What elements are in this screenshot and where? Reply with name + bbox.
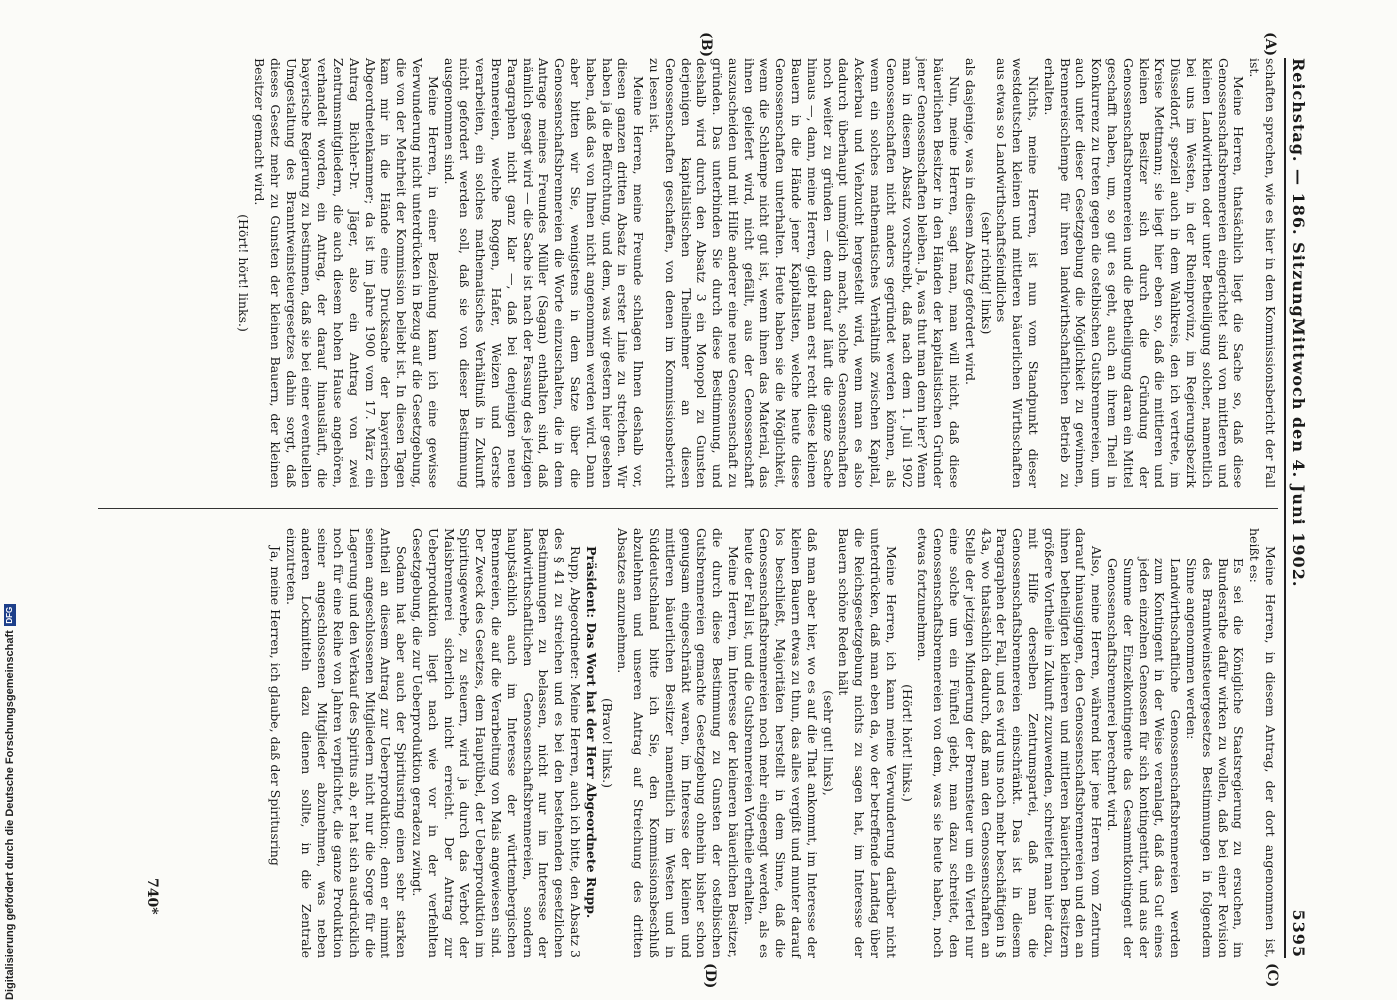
column-divider [98, 508, 1278, 509]
quoted-text: Es sei die Königliche Staatsregierung zu ersuchen, im Bundesrathe dafür wirken zu wollen, daß bei einer Revision des Branntweinsteuergesetzes Bestimmungen in folgendem Sinne angenommen werden: [1184, 558, 1247, 958]
paragraph: Ja, meine Herren, ich glaube, daß der Spiritusring [267, 546, 283, 866]
margin-marker-a: (A) [1262, 32, 1278, 57]
page-header [1284, 58, 1310, 958]
rotated-sheet [80, 32, 1310, 989]
funding-text: Digitalisierung gefördert durch die Deutsche Forschungsgemeinschaft [4, 630, 16, 1000]
margin-marker-b: (B) [698, 32, 714, 58]
signature-mark: 740* [144, 878, 160, 915]
interjection: (Hört! hört! links.) [899, 684, 915, 802]
paragraph: Meine Herren, thatsächlich liegt die Sache so, daß diese Genossenschaftsbrennereien eingerichtet sind von mittleren und kleinen Landwirthen oder unter Betheiligung solcher, namentlich bei uns im Westen, in der Rheinprovinz, im Regierungsbezirk Düsseldorf, speziell auch in dem Wahlkreis, den ich vertrete, im Kreise Mettmann; sie liegt hier eben so, daß die mittleren und kleinen Besitzer sich durch die Gründung der Genossenschaftsbrennereien und die Betheiligung daran ein Mittel geschafft haben, um, so gut es geht, auch an ihrem Theil in Konkurrenz zu treten gegen die ostelbischen Gutsbrennereien, um auch unter dieser Gesetzgebung die Möglichkeit zu gewinnen, Brennereischlempe für ihren landwirthschaftlichen Betrieb zu erhalten. [1041, 58, 1247, 488]
interjection: (sehr gut! links), [820, 690, 836, 796]
right-column [267, 528, 1278, 958]
paragraph: daß man aber hier, wo es auf die That ankommt, im Interesse der kleinen Bauern etwas zu thun, das alles vergißt und munter darauf los beschließt, Majoritäten herstellt in dem Sinne, daß die Genossenschaftsbrennereien noch mehr eingeengt werden, als es heute der Fall ist, und die Gutsbrennereien Vortheile erhalten. [741, 528, 820, 958]
page-number: 5395 [1289, 909, 1308, 958]
paragraph: Meine Herren, ich kann meine Verwunderung darüber nicht unterdrücken, daß man eben da, wo der betreffende Landtag über die Reichsgesetzgebung nichts zu sagen hat, im Interesse der Bauern schöne Reden hält [836, 528, 899, 958]
paragraph: Sodann hat aber auch der Spiritusring einen sehr starken Antheil an diesem Antrag zur Ueberproduktion; denn er nimmt seinen angeschlossenen Mitgliedern nicht nur die Sorge für die Lagerung und den Verkauf des Spiritus ab, er hat sich ausdrücklich noch für eine Reihe von Jahren verpflichtet, die ganze Produktion seiner angeschlossenen Mitglieder abzunehmen, was neben anderen Lockmitteln dazu dienen sollte, in die Zentrale einzutreten. [283, 528, 410, 958]
interjection: (Bravo! links.) [599, 698, 615, 788]
paragraph: Meine Herren, in einer Beziehung kann ich eine gewisse Verwunderung nicht unterdrücken in Bezug auf die Gesetzgebung, die von der Mehrheit der Kommission beliebt ist. In diesen Tagen kam mir in die Hände eine Drucksache der bayerischen Abgeordnetenkammer; da ist im Jahre 1900 vom 17. März ein Antrag Bichler-Dr. Jäger, also ein Antrag von zwei Zentrumsmitgliedern, die auch diesem hohen Hause angehören, verhandelt worden, ein Antrag, der darauf hinausläuft, die bayerische Regierung zu bestimmen, daß sie bei einer eventuellen Umgestaltung des Branntweinsteuergesetzes dahin sorgt, daß dieses Gesetz mehr zu Gunsten der kleinen Bauern, der kleinen Besitzer gemacht wird. [252, 58, 441, 488]
margin-marker-c: (C) [1264, 963, 1280, 988]
paragraph: Also, meine Herren, während hier jene Herren vom Zentrum darauf hinausgingen, den Genossenschaftsbrennereien und den an ihnen betheiligten kleineren und mittleren bäuerlichen Besitzern größere Vortheile in Zukunft zuzuwenden, schreitet man hier dazu, mit Hilfe derselben Zentrumspartei, daß man die Genossenschaftsbrennereien einschränkt. Das ist in diesem Paragraphen der Fall, und es wird uns noch mehr beschäftigen in § 43a, wo thatsächlich dadurch, daß man den Genossenschaften an Stelle der jetzigen Minderung der Brennsteuer um ein Viertel nur eine solche um ein Fünftel giebt, man dazu schreitet, den Genossenschaftsbrennereien von dem, was sie heute haben, noch etwas fortzunehmen. [915, 528, 1105, 958]
dfg-logo-icon: DFG [4, 604, 16, 626]
paragraph: schaften sprechen, wie es hier in dem Kommissionsbericht der Fall ist. [1247, 58, 1278, 488]
left-column [235, 58, 1278, 488]
paragraph: Nichts, meine Herren, ist nun vom Standpunkt dieser westdeutschen kleinen und mittleren bäuerlichen Wirthschaften aus etwas so Landwirthschaftsfeindliches [994, 58, 1042, 488]
interjection: (sehr richtig! links) [978, 211, 994, 335]
paragraph: Meine Herren, in diesem Antrag, der dort angenommen ist, heißt es: [1247, 528, 1278, 958]
header-date: Mittwoch den 4. Juni 1902. [1289, 318, 1308, 588]
header-session: Reichstag. — 186. Sitzung. [1289, 58, 1308, 325]
paragraph: als dasjenige, was in diesem Absatz gefordert wird. [962, 58, 978, 385]
paragraph: Nun, meine Herren, sagt man, man will nicht, daß diese bäuerlichen Besitzer in den Händen der kapitalistischen Gründer jener Genossenschaften bleiben. Ja, was thut man denn hier? Wenn man in diesem Absatz vorschreibt, daß nach dem 1. Juli 1902 Genossenschaften nicht anders gegründet werden können, als wenn ein solches mathematisches Verhältniß zwischen Kapital, Ackerbau und Viehzucht hergestellt wird, wenn man es also dadurch überhaupt unmöglich macht, solche Genossenschaften noch weiter zu gründen — denn darauf läuft die ganze Sache hinaus —, dann, meine Herren, giebt man erst recht diese kleinen Bauern in die Hände jener Kapitalisten, welche heute diese Genossenschaften unterhalten. Heute haben sie die Möglichkeit, wenn die Schlempe nicht gut ist, wenn ihnen das Material, das ihnen geliefert wird, nicht gefällt, aus der Genossenschaft auszuscheiden und mit Hilfe anderer eine neue Genossenschaft zu gründen. Das unterbinden Sie durch diese Bestimmung, und deshalb wird durch den Absatz 3 ein Monopol zu Gunsten derjenigen kapitalistischen Theilnehmer an diesen Genossenschaften geschaffen, von denen im Kommissionsbericht zu lesen ist. [646, 58, 963, 488]
paragraph: Meine Herren, meine Freunde schlagen Ihnen deshalb vor, diesen ganzen dritten Absatz in erster Linie zu streichen. Wir haben ja die Befürchtung, und dem, was wir gestern hier gesehen haben, daß das von Ihnen nicht angenommen werden wird. Dann aber bitten wir Sie, wenigstens in dem Satze über die Genossenschaftsbrennereien die Worte einzuschalten, die in dem Antrage meines Freundes Müller (Sagan) enthalten sind, daß nämlich gesagt wird — die Sache ist nach der Fassung des jetzigen Paragraphen nicht ganz klar —, daß bei denjenigen neuen Brennereien, welche Roggen, Hafer, Weizen und Gerste verarbeiten, ein solches mathematisches Verhältniß in Zukunft nicht gefordert werden soll, daß sie von dieser Bestimmung ausgenommen sind. [441, 58, 647, 488]
funding-sidebar [4, 604, 16, 1000]
margin-marker-d: (D) [702, 963, 718, 989]
paragraph: Rupp, Abgeordneter: Meine Herren, auch ich bitte, den Absatz 3 des § 41 zu streichen und es bei den bestehenden gesetzlichen Bestimmungen zu belassen, nicht nur im Interesse der landwirthschaftlichen Genossenschaftsbrennereien, sondern hauptsächlich auch im Interesse der württembergischen Brennereien, die auf die Verarbeitung von Mais angewiesen sind. Der Zweck des Gesetzes, dem Hauptübel, der Ueberproduktion im Spiritusgewerbe, zu steuern, wird ja durch das Verbot der Maisbrennerei sicherlich nicht erreicht. Der Antrag zur Ueberproduktion liegt nach wie vor in der verfehlten Gesetzgebung, die zur Ueberproduktion geradezu zwingt. [409, 528, 583, 958]
quoted-text: Landwirthschaftliche Genossenschaftsbrennereien werden zum Kontingent in der Weise veranlagt, daß das Gut eines jeden einzelnen Genossen für sich kontingentirt, und aus der Summe der Einzelkontingente das Gesammtkontingent der Genossenschaftsbrennerei berechnet wird. [1105, 558, 1184, 958]
speaker-line: Präsident: Das Wort hat der Herr Abgeordnete Rupp. [583, 546, 599, 919]
paragraph: Meine Herren, im Interesse der kleineren bäuerlichen Besitzer, die durch diese Bestimmung zu Gunsten der ostelbischen Gutsbrennereien gemachte Gesetzgebung ohnehin bisher schon genugsam eingeschränkt waren, im Interesse der kleinen und mittleren bäuerlichen Besitzer namentlich im Westen und in Süddeutschland bitte ich Sie, den Kommissionsbeschluß abzulehnen und unseren Antrag auf Streichung des dritten Absatzes anzunehmen. [615, 528, 741, 958]
interjection: (Hört! hört! links.) [236, 214, 252, 332]
